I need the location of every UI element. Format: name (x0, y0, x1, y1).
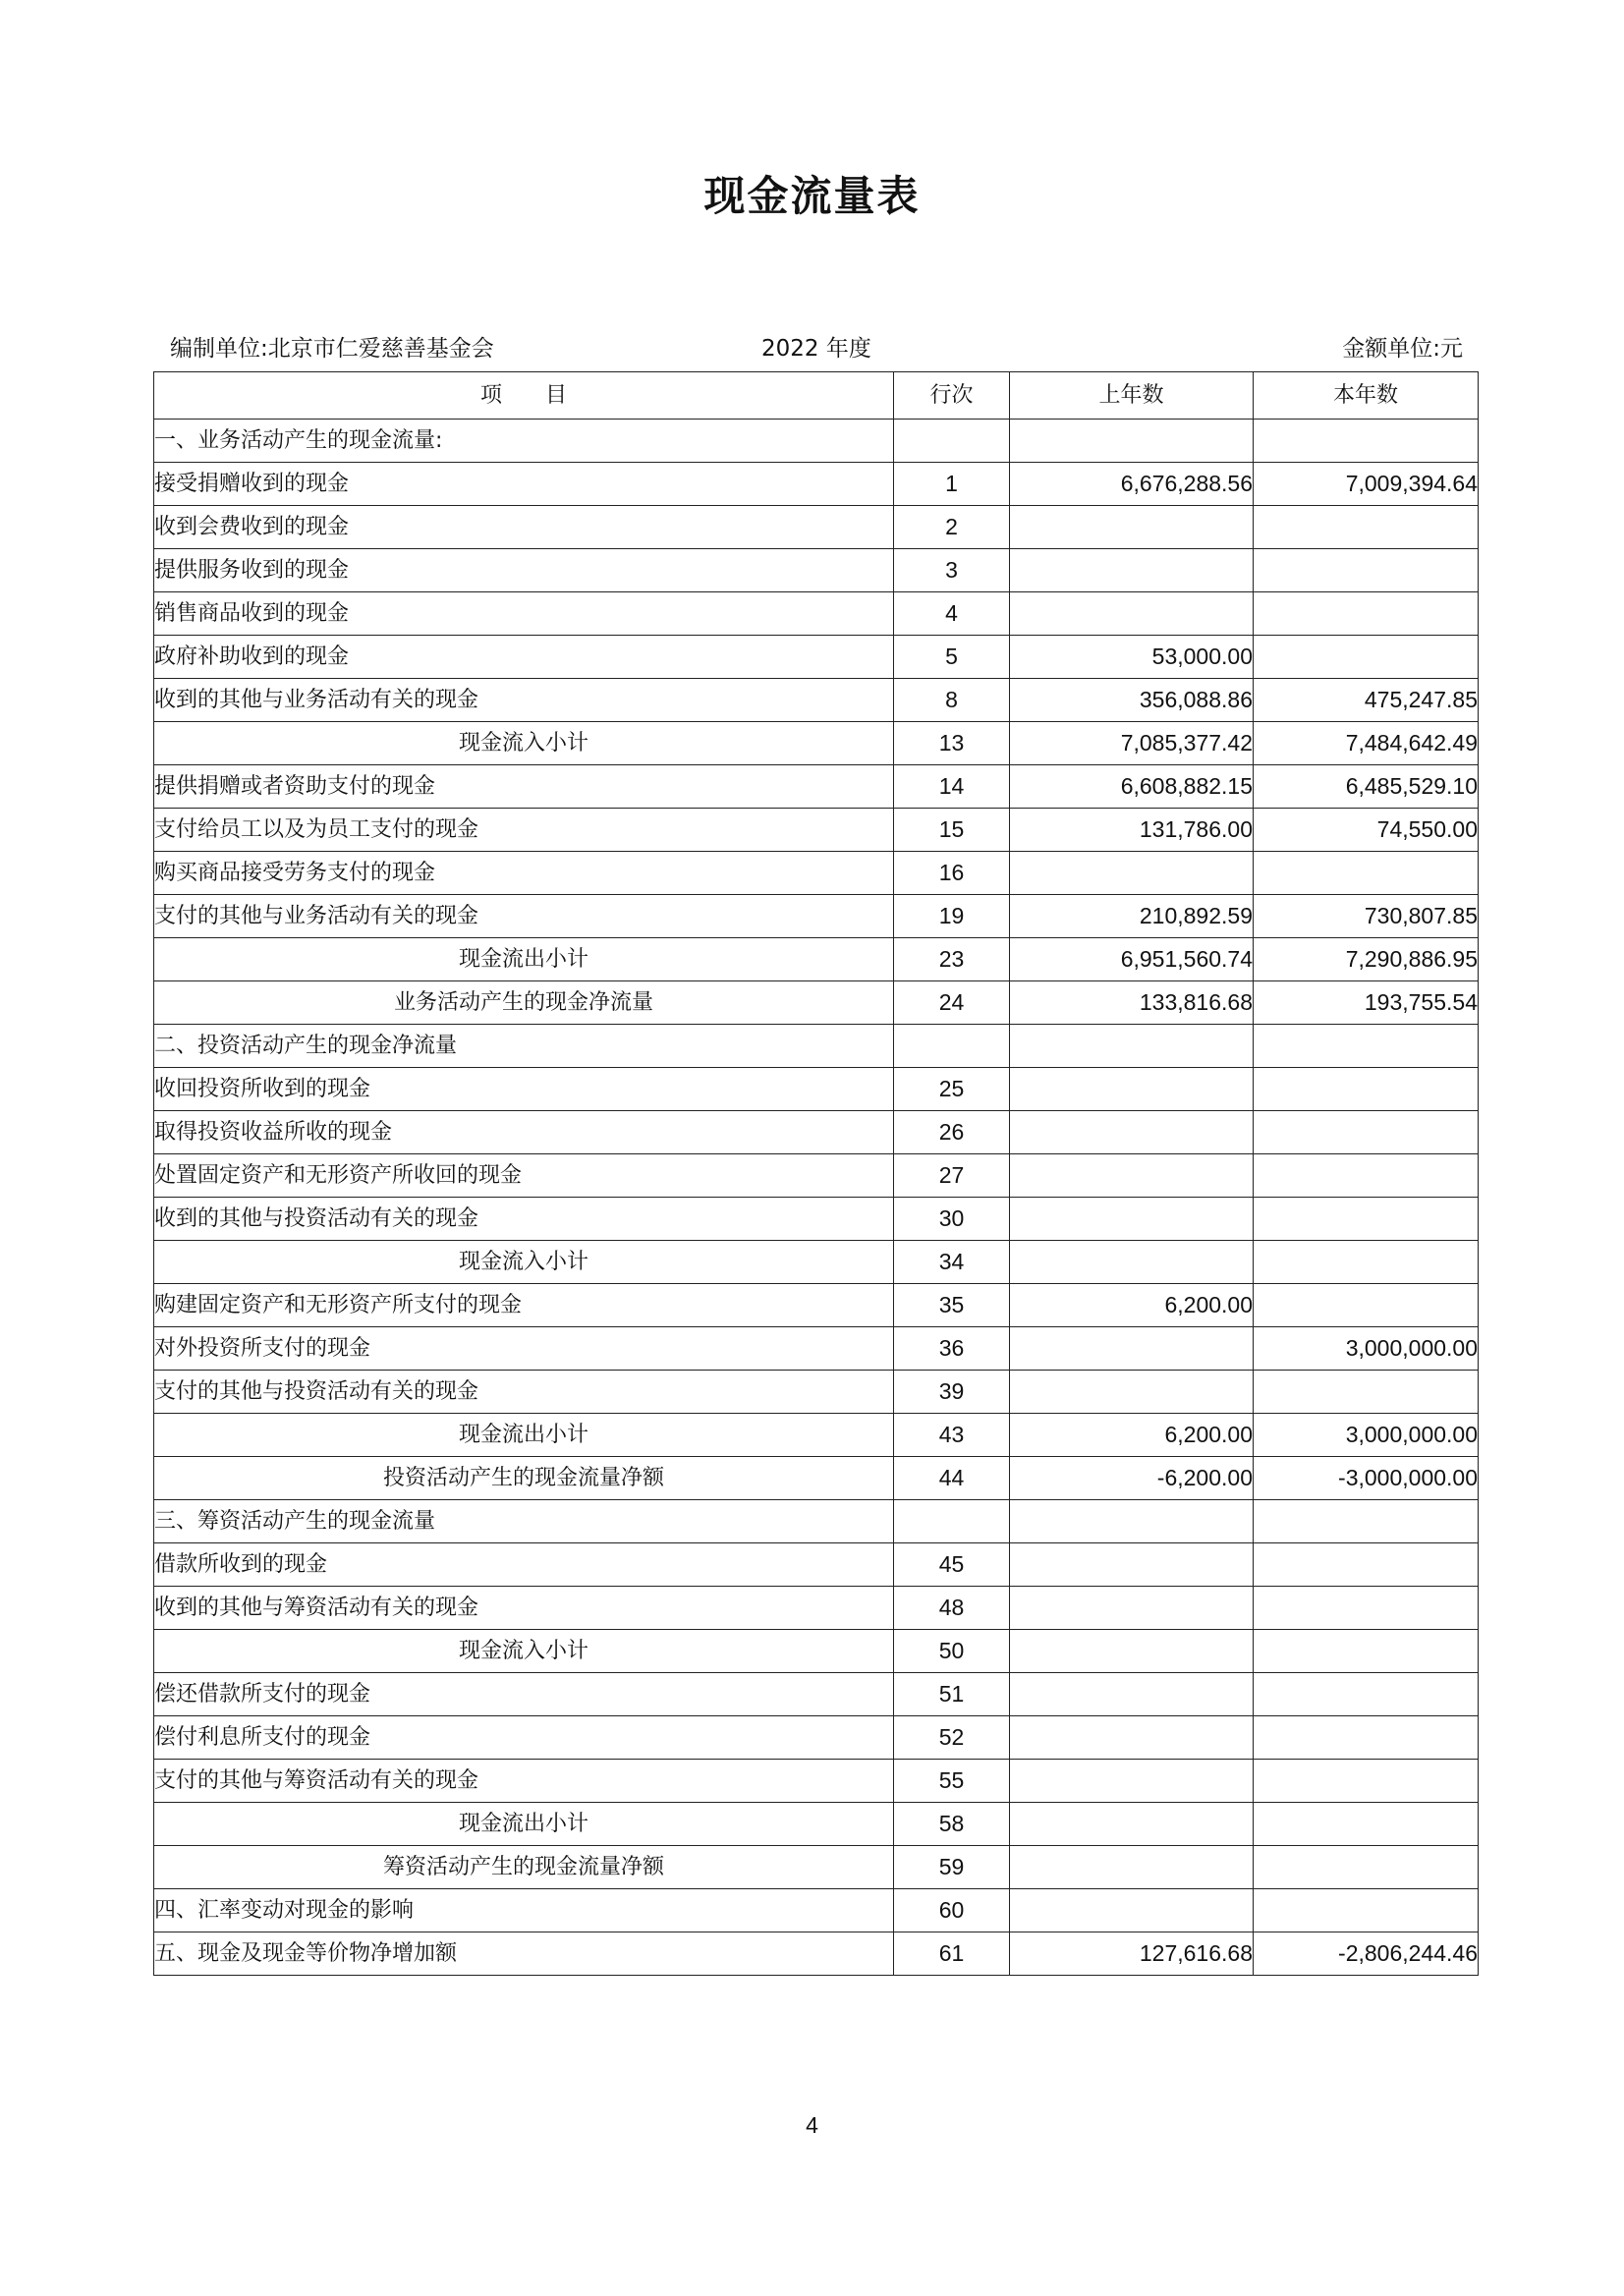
row-current-year-value (1254, 852, 1479, 895)
table-row (154, 1760, 1479, 1803)
row-line-number: 50 (894, 1630, 1010, 1673)
table-row (154, 1327, 1479, 1371)
row-item-label: 现金流入小计 (154, 722, 894, 765)
row-line-number (894, 420, 1010, 463)
row-item-label: 支付的其他与业务活动有关的现金 (154, 895, 894, 938)
row-item-label: 支付的其他与筹资活动有关的现金 (154, 1760, 894, 1803)
row-prior-year-value: 6,608,882.15 (1010, 765, 1254, 809)
amount-unit: 金额单位:元 (1342, 336, 1463, 362)
row-current-year-value (1254, 636, 1479, 679)
row-current-year-value: 475,247.85 (1254, 679, 1479, 722)
row-item-label: 现金流入小计 (154, 1630, 894, 1673)
row-item-label: 业务活动产生的现金净流量 (154, 981, 894, 1025)
row-prior-year-value (1010, 1716, 1254, 1760)
row-current-year-value: -2,806,244.46 (1254, 1932, 1479, 1976)
header-prior-year: 上年数 (1010, 372, 1254, 420)
row-current-year-value (1254, 1154, 1479, 1198)
row-line-number: 34 (894, 1241, 1010, 1284)
row-prior-year-value: -6,200.00 (1010, 1457, 1254, 1500)
row-line-number: 36 (894, 1327, 1010, 1371)
row-prior-year-value (1010, 1803, 1254, 1846)
row-item-label: 偿还借款所支付的现金 (154, 1673, 894, 1716)
page-number: 4 (806, 2112, 818, 2138)
row-current-year-value (1254, 1803, 1479, 1846)
report-year: 2022 年度 (761, 336, 871, 362)
table-row (154, 1371, 1479, 1414)
row-line-number: 52 (894, 1716, 1010, 1760)
row-current-year-value (1254, 1198, 1479, 1241)
row-prior-year-value: 6,676,288.56 (1010, 463, 1254, 506)
row-prior-year-value (1010, 506, 1254, 549)
row-prior-year-value (1010, 1543, 1254, 1587)
table-row (154, 420, 1479, 463)
table-row (154, 938, 1479, 981)
row-current-year-value (1254, 1716, 1479, 1760)
table-row (154, 463, 1479, 506)
row-current-year-value (1254, 1025, 1479, 1068)
preparing-unit: 编制单位:北京市仁爱慈善基金会 (170, 336, 494, 362)
row-item-label: 提供捐赠或者资助支付的现金 (154, 765, 894, 809)
row-current-year-value (1254, 1760, 1479, 1803)
row-prior-year-value (1010, 1241, 1254, 1284)
row-line-number: 8 (894, 679, 1010, 722)
row-line-number: 2 (894, 506, 1010, 549)
row-line-number: 61 (894, 1932, 1010, 1976)
row-prior-year-value (1010, 592, 1254, 636)
row-line-number: 5 (894, 636, 1010, 679)
row-current-year-value (1254, 1284, 1479, 1327)
table-row (154, 1716, 1479, 1760)
header-line-no: 行次 (894, 372, 1010, 420)
row-prior-year-value (1010, 1327, 1254, 1371)
row-current-year-value: 7,009,394.64 (1254, 463, 1479, 506)
row-current-year-value (1254, 1846, 1479, 1889)
table-header-row (154, 372, 1479, 420)
row-item-label: 四、汇率变动对现金的影响 (154, 1889, 894, 1932)
row-prior-year-value: 131,786.00 (1010, 809, 1254, 852)
table-row (154, 1587, 1479, 1630)
row-prior-year-value: 7,085,377.42 (1010, 722, 1254, 765)
row-prior-year-value (1010, 1500, 1254, 1543)
table-row (154, 1630, 1479, 1673)
row-item-label: 投资活动产生的现金流量净额 (154, 1457, 894, 1500)
row-line-number: 43 (894, 1414, 1010, 1457)
row-item-label: 销售商品收到的现金 (154, 592, 894, 636)
row-item-label: 五、现金及现金等价物净增加额 (154, 1932, 894, 1976)
row-line-number (894, 1025, 1010, 1068)
table-row (154, 722, 1479, 765)
row-item-label: 对外投资所支付的现金 (154, 1327, 894, 1371)
row-item-label: 收到会费收到的现金 (154, 506, 894, 549)
row-line-number: 48 (894, 1587, 1010, 1630)
table-row (154, 765, 1479, 809)
row-prior-year-value (1010, 1673, 1254, 1716)
row-line-number (894, 1500, 1010, 1543)
row-current-year-value (1254, 1371, 1479, 1414)
row-line-number: 16 (894, 852, 1010, 895)
row-item-label: 购买商品接受劳务支付的现金 (154, 852, 894, 895)
row-item-label: 收到的其他与业务活动有关的现金 (154, 679, 894, 722)
row-current-year-value: 7,290,886.95 (1254, 938, 1479, 981)
row-prior-year-value: 210,892.59 (1010, 895, 1254, 938)
table-row (154, 1241, 1479, 1284)
row-item-label: 现金流出小计 (154, 1803, 894, 1846)
row-current-year-value (1254, 1673, 1479, 1716)
table-row (154, 592, 1479, 636)
row-prior-year-value (1010, 1630, 1254, 1673)
table-row (154, 506, 1479, 549)
row-item-label: 借款所收到的现金 (154, 1543, 894, 1587)
row-item-label: 现金流出小计 (154, 938, 894, 981)
row-current-year-value: 3,000,000.00 (1254, 1327, 1479, 1371)
row-line-number: 25 (894, 1068, 1010, 1111)
table-row (154, 1500, 1479, 1543)
row-current-year-value: 7,484,642.49 (1254, 722, 1479, 765)
table-row (154, 981, 1479, 1025)
row-prior-year-value: 356,088.86 (1010, 679, 1254, 722)
table-row (154, 1543, 1479, 1587)
row-current-year-value (1254, 549, 1479, 592)
row-line-number: 23 (894, 938, 1010, 981)
row-prior-year-value (1010, 1111, 1254, 1154)
row-item-label: 提供服务收到的现金 (154, 549, 894, 592)
row-current-year-value: 74,550.00 (1254, 809, 1479, 852)
row-line-number: 51 (894, 1673, 1010, 1716)
row-prior-year-value (1010, 1154, 1254, 1198)
row-item-label: 收回投资所收到的现金 (154, 1068, 894, 1111)
table-row (154, 1457, 1479, 1500)
table-row (154, 1068, 1479, 1111)
row-current-year-value (1254, 420, 1479, 463)
row-prior-year-value (1010, 549, 1254, 592)
cash-flow-table (153, 371, 1479, 1976)
row-line-number: 30 (894, 1198, 1010, 1241)
table-row (154, 1889, 1479, 1932)
row-line-number: 39 (894, 1371, 1010, 1414)
row-current-year-value (1254, 1543, 1479, 1587)
table-row (154, 679, 1479, 722)
row-prior-year-value (1010, 1587, 1254, 1630)
row-line-number: 35 (894, 1284, 1010, 1327)
row-prior-year-value: 6,200.00 (1010, 1284, 1254, 1327)
row-prior-year-value: 6,951,560.74 (1010, 938, 1254, 981)
row-item-label: 收到的其他与投资活动有关的现金 (154, 1198, 894, 1241)
row-item-label: 三、筹资活动产生的现金流量 (154, 1500, 894, 1543)
table-row (154, 1673, 1479, 1716)
row-item-label: 处置固定资产和无形资产所收回的现金 (154, 1154, 894, 1198)
row-prior-year-value: 53,000.00 (1010, 636, 1254, 679)
table-row (154, 1154, 1479, 1198)
row-prior-year-value: 133,816.68 (1010, 981, 1254, 1025)
header-item: 项 目 (154, 372, 894, 420)
table-row (154, 1025, 1479, 1068)
table-body (154, 420, 1479, 1976)
table-row (154, 1198, 1479, 1241)
row-item-label: 一、业务活动产生的现金流量: (154, 420, 894, 463)
row-line-number: 13 (894, 722, 1010, 765)
row-current-year-value: 6,485,529.10 (1254, 765, 1479, 809)
table-row (154, 549, 1479, 592)
row-line-number: 24 (894, 981, 1010, 1025)
row-current-year-value: 193,755.54 (1254, 981, 1479, 1025)
row-item-label: 现金流出小计 (154, 1414, 894, 1457)
row-item-label: 购建固定资产和无形资产所支付的现金 (154, 1284, 894, 1327)
row-current-year-value (1254, 592, 1479, 636)
table-row (154, 809, 1479, 852)
row-current-year-value: -3,000,000.00 (1254, 1457, 1479, 1500)
row-item-label: 收到的其他与筹资活动有关的现金 (154, 1587, 894, 1630)
row-current-year-value (1254, 1889, 1479, 1932)
row-prior-year-value (1010, 1068, 1254, 1111)
row-current-year-value (1254, 1587, 1479, 1630)
row-line-number: 26 (894, 1111, 1010, 1154)
row-item-label: 支付的其他与投资活动有关的现金 (154, 1371, 894, 1414)
row-line-number: 45 (894, 1543, 1010, 1587)
row-line-number: 44 (894, 1457, 1010, 1500)
row-current-year-value (1254, 1068, 1479, 1111)
row-line-number: 15 (894, 809, 1010, 852)
row-current-year-value (1254, 506, 1479, 549)
row-line-number: 59 (894, 1846, 1010, 1889)
row-prior-year-value (1010, 1889, 1254, 1932)
row-prior-year-value (1010, 420, 1254, 463)
row-item-label: 偿付利息所支付的现金 (154, 1716, 894, 1760)
row-line-number: 14 (894, 765, 1010, 809)
row-prior-year-value (1010, 1025, 1254, 1068)
row-current-year-value (1254, 1630, 1479, 1673)
table-row (154, 895, 1479, 938)
row-line-number: 58 (894, 1803, 1010, 1846)
table-row (154, 1284, 1479, 1327)
row-prior-year-value: 127,616.68 (1010, 1932, 1254, 1976)
table-row (154, 1846, 1479, 1889)
row-item-label: 二、投资活动产生的现金净流量 (154, 1025, 894, 1068)
row-prior-year-value (1010, 852, 1254, 895)
row-prior-year-value (1010, 1846, 1254, 1889)
table-row (154, 636, 1479, 679)
row-item-label: 支付给员工以及为员工支付的现金 (154, 809, 894, 852)
header-current-year: 本年数 (1254, 372, 1479, 420)
row-current-year-value (1254, 1500, 1479, 1543)
table-row (154, 1414, 1479, 1457)
table-row (154, 1932, 1479, 1976)
row-item-label: 取得投资收益所收的现金 (154, 1111, 894, 1154)
row-current-year-value: 730,807.85 (1254, 895, 1479, 938)
row-item-label: 接受捐赠收到的现金 (154, 463, 894, 506)
row-item-label: 筹资活动产生的现金流量净额 (154, 1846, 894, 1889)
row-line-number: 4 (894, 592, 1010, 636)
table-row (154, 852, 1479, 895)
table-row (154, 1803, 1479, 1846)
page-title: 现金流量表 (703, 172, 921, 220)
row-item-label: 现金流入小计 (154, 1241, 894, 1284)
row-line-number: 1 (894, 463, 1010, 506)
row-line-number: 19 (894, 895, 1010, 938)
row-item-label: 政府补助收到的现金 (154, 636, 894, 679)
row-current-year-value: 3,000,000.00 (1254, 1414, 1479, 1457)
row-line-number: 60 (894, 1889, 1010, 1932)
row-line-number: 55 (894, 1760, 1010, 1803)
row-line-number: 3 (894, 549, 1010, 592)
table-row (154, 1111, 1479, 1154)
row-current-year-value (1254, 1111, 1479, 1154)
row-line-number: 27 (894, 1154, 1010, 1198)
row-prior-year-value (1010, 1371, 1254, 1414)
row-prior-year-value: 6,200.00 (1010, 1414, 1254, 1457)
row-prior-year-value (1010, 1198, 1254, 1241)
row-prior-year-value (1010, 1760, 1254, 1803)
row-current-year-value (1254, 1241, 1479, 1284)
